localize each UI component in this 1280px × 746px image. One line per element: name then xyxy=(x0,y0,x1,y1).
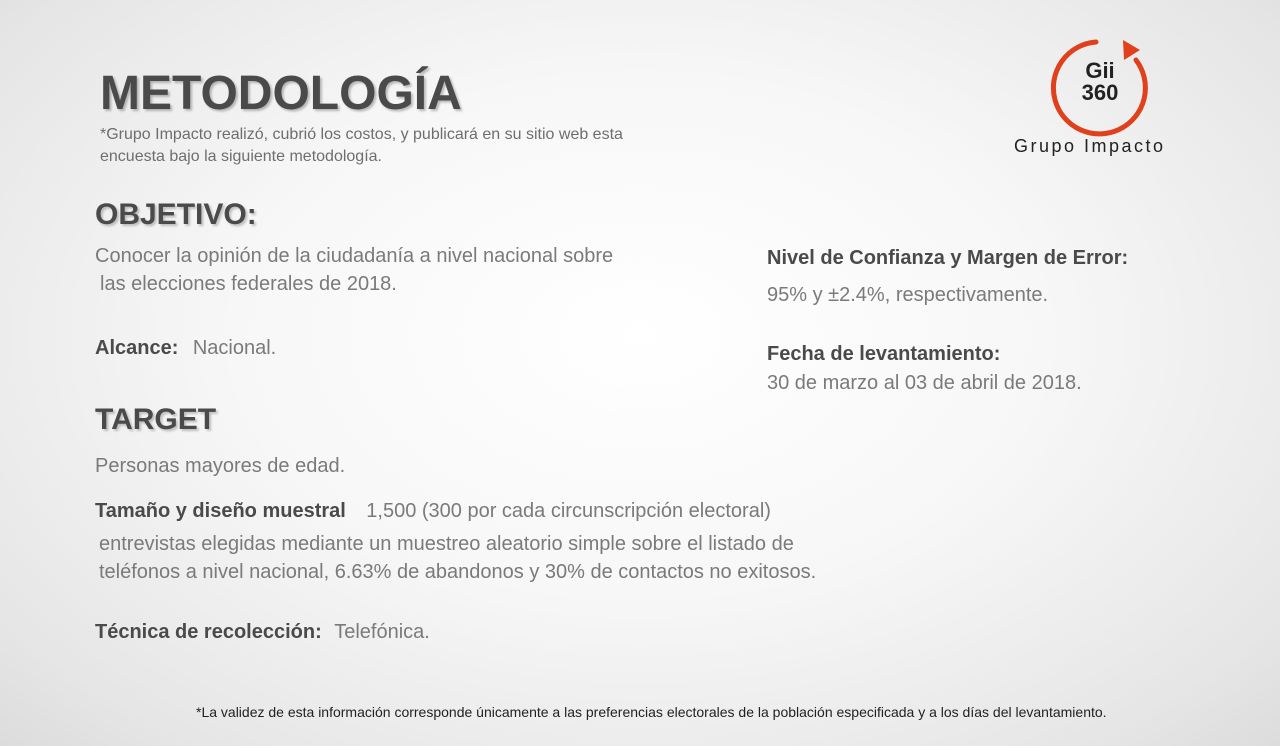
target-text: Personas mayores de edad. xyxy=(95,455,346,477)
logo-line2: 360 xyxy=(1081,80,1119,105)
muestra-row xyxy=(95,500,771,523)
confianza-value: 95% y ±2.4%, respectivamente. xyxy=(767,284,1049,306)
alcance-row xyxy=(95,337,276,360)
objetivo-line2: las elecciones federales de 2018. xyxy=(100,273,397,295)
muestra-label: Tamaño y diseño muestral xyxy=(95,500,346,522)
tecnica-label: Técnica de recolección: xyxy=(95,621,322,643)
tecnica-row xyxy=(95,621,430,644)
objetivo-heading: OBJETIVO: xyxy=(95,198,257,231)
logo-line1: Gii xyxy=(1085,58,1115,83)
tecnica-value: Telefónica. xyxy=(334,621,430,643)
muestra-line2: entrevistas elegidas mediante un muestreo aleatorio simple sobre el listado de xyxy=(99,533,794,555)
alcance-value: Nacional. xyxy=(192,337,277,359)
confianza-label: Nivel de Confianza y Margen de Error: xyxy=(767,247,1129,269)
fecha-value: 30 de marzo al 03 de abril de 2018. xyxy=(767,372,1082,394)
muestra-line3: teléfonos a nivel nacional, 6.63% de abandonos y 30% de contactos no exitosos. xyxy=(99,561,817,583)
fecha-label: Fecha de levantamiento: xyxy=(767,343,1001,365)
subtitle-note: *Grupo Impacto realizó, cubrió los costos, y publicará en su sitio web esta encuesta bajo la siguiente metodología. xyxy=(100,126,623,165)
page-title: METODOLOGÍA xyxy=(100,67,462,120)
logo-caption: Grupo Impacto xyxy=(1014,136,1166,156)
footer-disclaimer: *La validez de esta información corresponde únicamente a las preferencias electorales de la población especificada y a los días del levantamiento. xyxy=(196,704,1107,720)
target-heading: TARGET xyxy=(95,403,217,436)
objetivo-line1: Conocer la opinión de la ciudadanía a nivel nacional sobre xyxy=(95,245,614,267)
muestra-value: 1,500 (300 por cada circunscripción electoral) xyxy=(366,500,771,522)
alcance-label: Alcance: xyxy=(95,337,179,359)
circular-arrow-icon xyxy=(1008,30,1198,140)
